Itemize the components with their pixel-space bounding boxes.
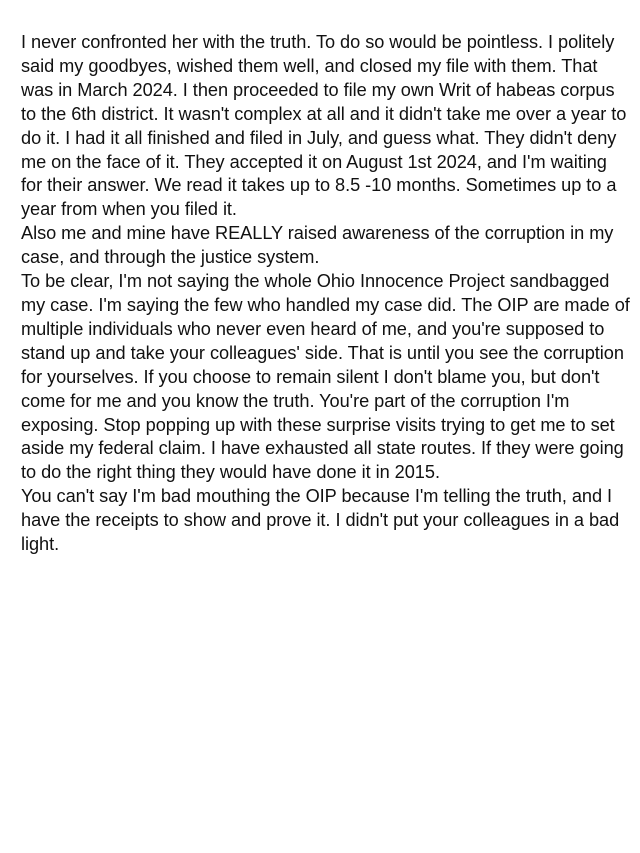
text-line: light.: [21, 534, 60, 555]
text-line: was in March 2024. I then proceeded to file my own Writ of habeas corpus: [21, 79, 615, 100]
text-line: come for me and you know the truth. You're part of the corruption I'm: [21, 390, 570, 411]
text-line: multiple individuals who never even heard of me, and you're supposed to: [21, 318, 605, 339]
document-body: [21, 31, 630, 557]
text-line: have the receipts to show and prove it. I didn't put your colleagues in a bad: [21, 510, 620, 531]
text-line: You can't say I'm bad mouthing the OIP because I'm telling the truth, and I: [21, 486, 613, 507]
text-line: to the 6th district. It wasn't complex at all and it didn't take me over a year to: [21, 103, 627, 124]
text-line: said my goodbyes, wished them well, and closed my file with them. That: [21, 55, 598, 76]
text-line: stand up and take your colleagues' side. That is until you see the corruption: [21, 342, 624, 363]
text-line: do it. I had it all finished and filed in July, and guess what. They didn't deny: [21, 127, 617, 148]
text-line: my case. I'm saying the few who handled my case did. The OIP are made of: [21, 294, 630, 315]
text-line: case, and through the justice system.: [21, 247, 320, 268]
text-line: To be clear, I'm not saying the whole Ohio Innocence Project sandbagged: [21, 271, 610, 292]
paragraph-receipts: [21, 485, 621, 557]
paragraph-oip-clarification: [21, 270, 630, 485]
text-line: for their answer. We read it takes up to 8.5 -10 months. Sometimes up to a: [21, 175, 617, 196]
text-line: year from when you filed it.: [21, 199, 237, 220]
text-line: to do the right thing they would have done it in 2015.: [21, 462, 440, 483]
text-line: aside my federal claim. I have exhausted all state routes. If they were going: [21, 438, 624, 459]
text-line: for yourselves. If you choose to remain silent I don't blame you, but don't: [21, 366, 600, 387]
text-line: I never confronted her with the truth. To do so would be pointless. I politely: [21, 32, 615, 52]
text-line: exposing. Stop popping up with these surprise visits trying to get me to set: [21, 414, 615, 435]
paragraph-awareness: [21, 222, 621, 270]
text-line: Also me and mine have REALLY raised awareness of the corruption in my: [21, 223, 614, 244]
paragraph-habeas-corpus: [21, 31, 627, 222]
text-line: me on the face of it. They accepted it on August 1st 2024, and I'm waiting: [21, 151, 607, 172]
